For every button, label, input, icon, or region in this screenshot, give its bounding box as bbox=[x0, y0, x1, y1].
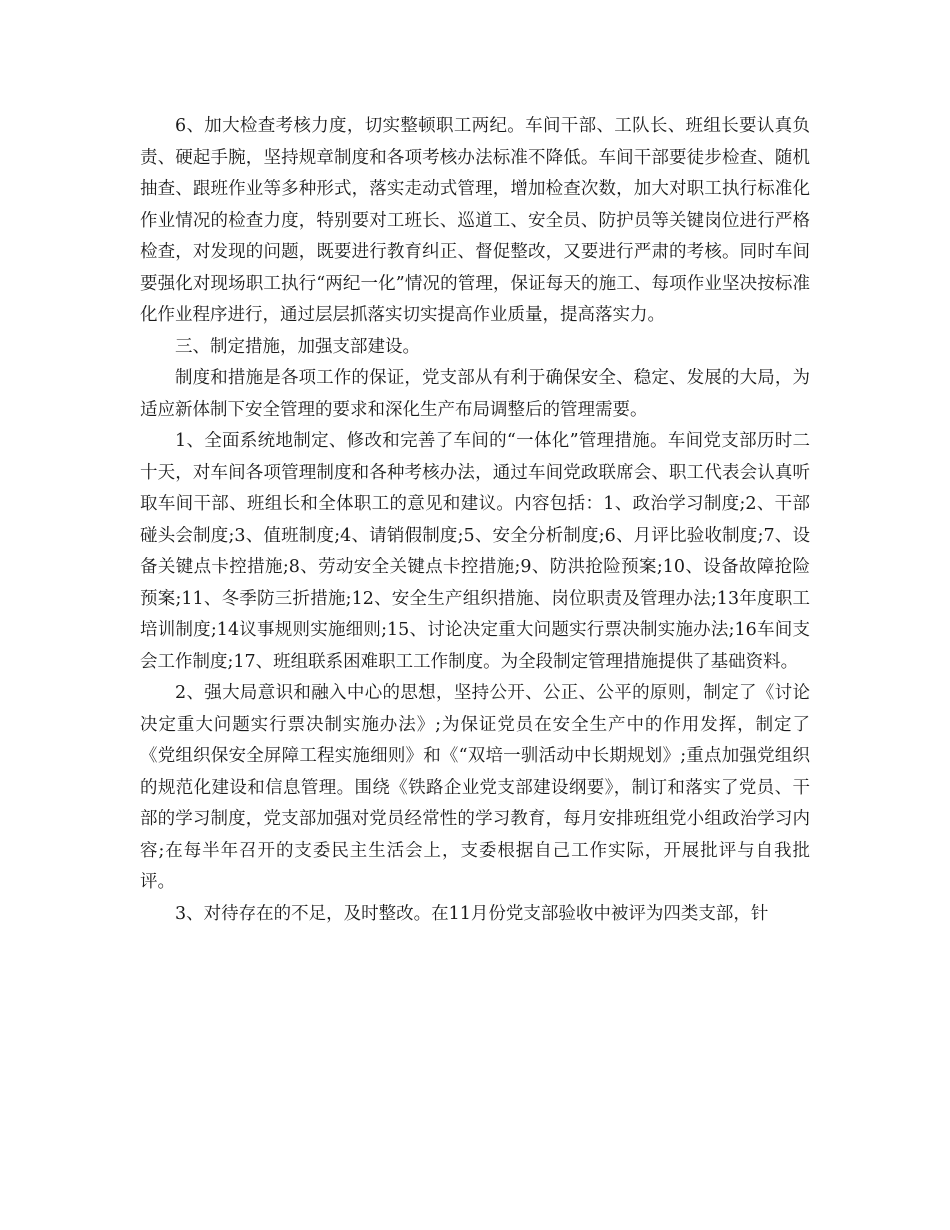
paragraph-item-2: 2、强大局意识和融入中心的思想，坚持公开、公正、公平的原则，制定了《讨论决定重大问题实行票决制实施办法》;为保证党员在安全生产中的作用发挥，制定了《党组织保安全屏障工程实施细则》和《“双培一驯活动中长期规划》;重点加强党组织的规范化建设和信息管理。围绕《铁路企业党支部建设纲要》，制订和落实了党员、干部的学习制度，党支部加强对党员经常性的学习教育，每月安排班组党小组政治学习内容;在每半年召开的支委民主生活会上，支委根据自己工作实际，开展批评与自我批评。 bbox=[140, 683, 810, 892]
document-page bbox=[140, 111, 810, 930]
paragraph-inspection: 6、加大检查考核力度，切实整顿职工两纪。车间干部、工队长、班组长要认真负责、硬起手腕，坚持规章制度和各项考核办法标准不降低。车间干部要徒步检查、随机抽查、跟班作业等多种形式，落实走动式管理，增加检查次数，加大对职工执行标准化作业情况的检查力度，特别要对工班长、巡道工、安全员、防护员等关键岗位进行严格检查，对发现的问题，既要进行教育纠正、督促整改，又要进行严肃的考核。同时车间要强化对现场职工执行“两纪一化”情况的管理，保证每天的施工、每项作业坚决按标准化作业程序进行，通过层层抓落实切实提高作业质量，提高落实力。 bbox=[140, 116, 810, 325]
paragraph-intro: 制度和措施是各项工作的保证，党支部从有利于确保安全、稳定、发展的大局，为适应新体制下安全管理的要求和深化生产布局调整后的管理需要。 bbox=[140, 368, 810, 420]
paragraph-item-3: 3、对待存在的不足，及时整改。在11月份党支部验收中被评为四类支部，针 bbox=[175, 903, 769, 924]
paragraph-item-1: 1、全面系统地制定、修改和完善了车间的“一体化”管理措施。车间党支部历时二十天，对车间各项管理制度和各种考核办法，通过车间党政联席会、职工代表会认真听取车间干部、班组长和全体职工的意见和建议。内容包括：1、政治学习制度;2、干部碰头会制度;3、值班制度;4、请销假制度;5、安全分析制度;6、月评比验收制度;7、设备关键点卡控措施;8、劳动安全关键点卡控措施;9、防洪抢险预案;10、设备故障抢险预案;11、冬季防三折措施;12、安全生产组织措施、岗位职责及管理办法;13年度职工培训制度;14议事规则实施细则;15、讨论决定重大问题实行票决制实施办法;16车间支会工作制度;17、班组联系困难职工工作制度。为全段制定管理措施提供了基础资料。 bbox=[140, 431, 810, 672]
section-heading-measures: 三、制定措施，加强支部建设。 bbox=[175, 336, 420, 357]
